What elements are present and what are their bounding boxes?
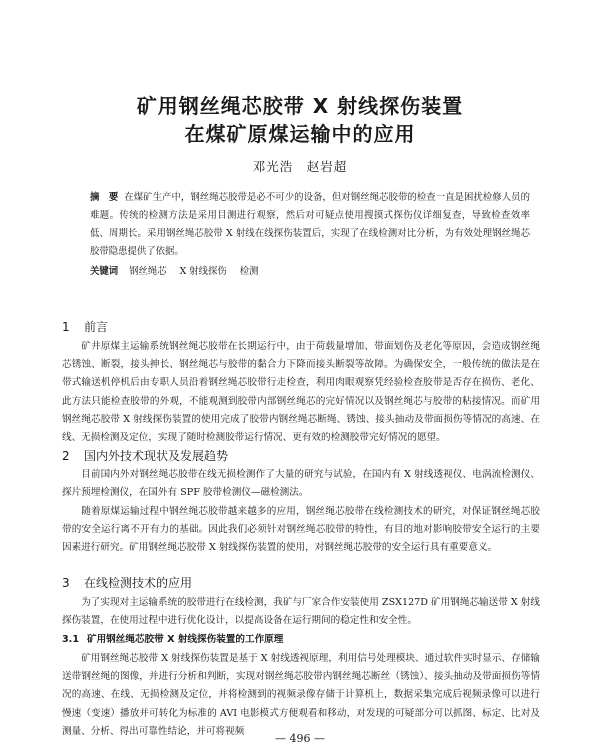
keyword: X 射线探伤 [179,266,227,277]
authors: 邓光浩 赵岩超 [252,159,348,174]
title-line-1: 矿用钢丝绳芯胶带 X 射线探伤装置 [136,94,464,118]
keywords [90,263,530,277]
section-heading [62,318,108,335]
section-number: 3 [62,576,70,590]
section-1-paragraph: 矿井原煤主运输系统钢丝绳芯胶带在长期运行中，由于荷载量增加、带面划伤及老化等原因，会造成钢丝绳芯锈蚀、断裂，接头抻长、钢丝绳芯与胶带的黏合力下降而接头断裂等故障。为确保安全，一般传统的做法是在带式输送机停机后由专职人员沿着钢丝绳芯胶带行走检查，利用肉眼观察凭经验检查胶带是否存在损伤、老化、此方法只能检查胶带的外观，不能观测到胶带内部钢丝绳芯的完好情况以及钢丝绳芯与胶带的粘接情况。而矿用钢丝绳芯胶带 X 射线探伤装置的使用完成了胶带内钢丝绳芯断绳、锈蚀、接头抽动及带面损伤等情况的高速、在线、无损检测及定位，实现了随时检测胶带运行情况、更有效的检测胶带完好情况的愿望。 [62,341,540,444]
section-heading [62,574,192,591]
keyword: 检测 [239,266,259,277]
section-2-paragraph-2: 随着原煤运输过程中钢丝绳芯胶带越来越多的应用，钢丝绳芯胶带在线检测技术的研究，对保证钢丝绳芯胶带的安全运行离不开有力的基础。因此我们必须针对钢丝绳芯胶带的特性，有目的地对影响胶带安全运行的主要因素进行研究。矿用钢丝绳芯胶带 X 射线探伤装置的使用，对钢丝绳芯胶带的安全运行具有重要意义。 [62,506,540,554]
keywords-label: 关键词 [90,266,119,277]
section-title: 在线检测技术的应用 [84,576,193,590]
section-3-paragraph-2: 矿用钢丝绳芯胶带 X 射线探伤装置是基于 X 射线透视原理，利用信号处理模块、通过软件实时显示、存储输送带钢丝绳的图像，并进行分析和判断，实现对钢丝绳芯胶带内钢丝绳芯断丝（锈蚀）、接头抽动及带面损伤等情况的高速、在线、无损检测及定位，并将检测到的视频录像存储于计算机上，数据采集完成后视频录像可以进行慢速（变速）播放并可转化为标准的 AVI 电影模式方便观看和移动，对发现的可疑部分可以抓图、标定、比对及测量、分析、得出可靠性结论，并可将视频 [62,653,540,737]
section-number: 2 [62,449,70,463]
subsection-heading [62,631,283,645]
abstract-text: 在煤矿生产中，钢丝绳芯胶带是必不可少的设备，但对钢丝绳芯胶带的检查一直是困扰检修人员的难题。传统的检测方法是采用目测进行观察，然后对可疑点使用搜摸式探伤仪详细复查，导致检查效率低、周期长。采用钢丝绳芯胶带 X 射线在线探伤装置后，实现了在线检测对比分析，为有效处理钢丝绳芯胶带隐患提供了依据。 [90,192,530,257]
keyword: 钢丝绳芯 [129,266,167,277]
section-3-paragraph-1: 为了实现对主运输系统的胶带进行在线检测，我矿与厂家合作安装使用 ZSX127D 矿用钢绳芯输送带 X 射线探伤装置，在使用过程中进行优化设计，以提高设备在运行期间的稳定性和安全性。 [62,597,540,627]
subsection-title: 矿用钢丝绳芯胶带 X 射线探伤装置的工作原理 [87,634,284,645]
title-line-2: 在煤矿原煤运输中的应用 [184,122,416,146]
page-number: — 496 — [275,732,325,745]
section-number: 1 [62,320,70,334]
section-heading [62,447,228,464]
subsection-number: 3.1 [62,634,79,645]
abstract [90,189,530,261]
abstract-label: 摘 要 [90,192,119,203]
section-title: 前言 [84,320,109,334]
section-title: 国内外技术现状及发展趋势 [84,449,229,463]
section-2-paragraph-1: 目前国内外对钢丝绳芯胶带在线无损检测作了大量的研究与试验，在国内有 X 射线透视仪、电涡流检测仪、探片预埋检测仪，在国外有 SPF 胶带检测仪—磁检测法。 [62,469,540,499]
